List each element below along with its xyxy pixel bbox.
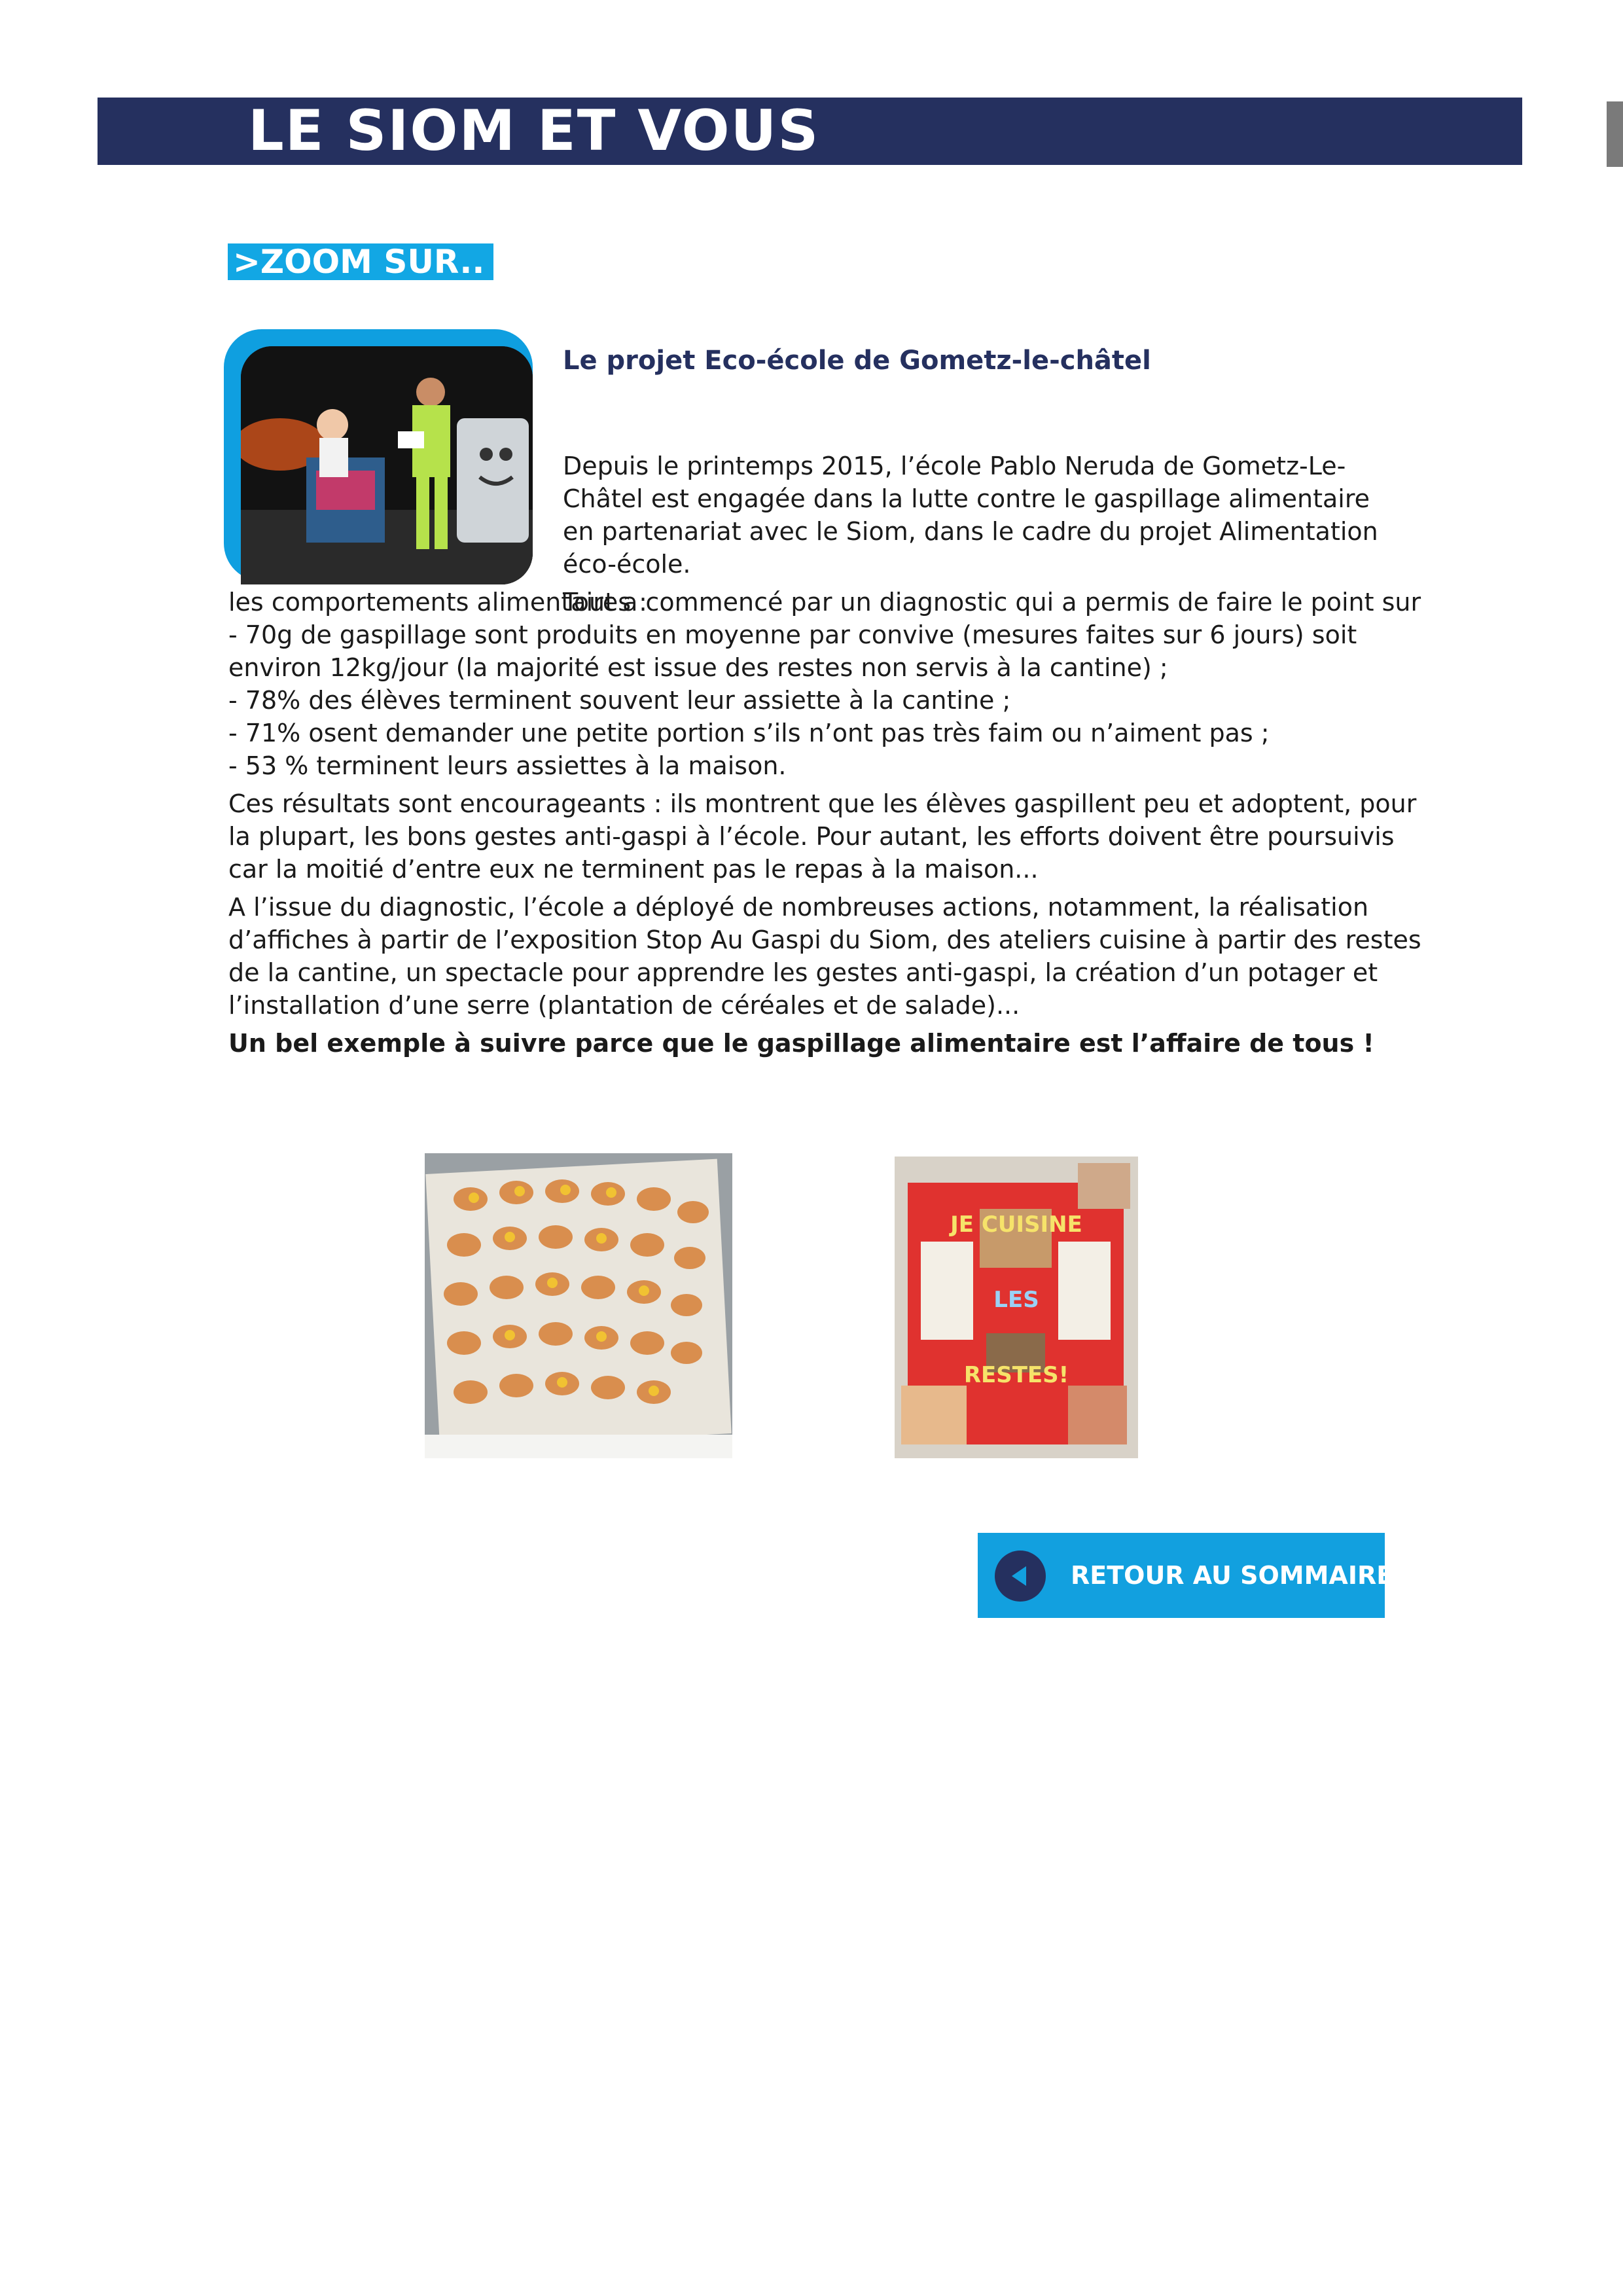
article-body <box>228 586 1421 1060</box>
actions-line: A l’issue du diagnostic, l’école a déployé de nombreuses actions, notamment, la réalisation <box>228 893 1369 922</box>
actions-line: de la cantine, un spectacle pour apprendre les gestes anti-gaspi, la création d’un potager et <box>228 958 1378 987</box>
back-to-summary-button[interactable] <box>978 1533 1394 1618</box>
diagnostic-line: - 70g de gaspillage sont produits en moyenne par convive (mesures faites sur 6 jours) soit <box>228 620 1357 649</box>
back-to-summary-label: RETOUR AU SOMMAIRE <box>1071 1561 1394 1590</box>
poster-title-line: LES <box>993 1287 1039 1313</box>
article-title: Le projet Eco-école de Gometz-le-châtel <box>563 346 1151 376</box>
diagnostic-line: environ 12kg/jour (la majorité est issue des restes non servis à la cantine) ; <box>228 653 1168 682</box>
intro-line: éco-école. <box>563 550 691 579</box>
actions-line: l’installation d’une serre (plantation de céréales et de salade)... <box>228 991 1020 1020</box>
poster-title-line: RESTES! <box>963 1362 1069 1388</box>
poster-title-line: JE CUISINE <box>950 1211 1082 1238</box>
diagnostic-line: - 53 % terminent leurs assiettes à la maison. <box>228 751 787 780</box>
section-label: >ZOOM SUR.. <box>228 243 493 280</box>
article-photo-frame <box>224 329 533 581</box>
actions-line: d’affiches à partir de l’exposition Stop Au Gaspi du Siom, des ateliers cuisine à partir des restes <box>228 925 1421 954</box>
diagnostic-line: Tout a commencé par un diagnostic qui a permis de faire le point sur <box>563 588 1421 617</box>
intro-line: Depuis le printemps 2015, l’école Pablo Neruda de Gometz-Le- <box>563 452 1346 480</box>
diagnostic-line: les comportements alimentaires : <box>228 588 647 617</box>
page-title: LE SIOM ET VOUS <box>248 98 820 164</box>
poster-photo <box>895 1157 1138 1458</box>
results-line: Ces résultats sont encourageants : ils montrent que les élèves gaspillent peu et adoptent, pour <box>228 789 1417 818</box>
food-tray-photo <box>425 1153 732 1458</box>
intro-line: en partenariat avec le Siom, dans le cadre du projet Alimentation <box>563 517 1378 546</box>
arrow-left-icon <box>995 1551 1046 1602</box>
diagnostic-line: - 71% osent demander une petite portion s’ils n’ont pas très faim ou n’aiment pas ; <box>228 719 1270 747</box>
intro-line: Châtel est engagée dans la lutte contre le gaspillage alimentaire <box>563 484 1370 513</box>
conclusion: Un bel exemple à suivre parce que le gaspillage alimentaire est l’affaire de tous ! <box>228 1029 1374 1058</box>
stage-show-photo <box>241 346 533 584</box>
results-line: la plupart, les bons gestes anti-gaspi à l’école. Pour autant, les efforts doivent être poursuivis <box>228 822 1395 851</box>
header-bar <box>98 98 1522 165</box>
side-tab-marker <box>1607 101 1623 167</box>
diagnostic-line: - 78% des élèves terminent souvent leur assiette à la cantine ; <box>228 686 1011 715</box>
results-line: car la moitié d’entre eux ne terminent pas le repas à la maison... <box>228 855 1039 884</box>
